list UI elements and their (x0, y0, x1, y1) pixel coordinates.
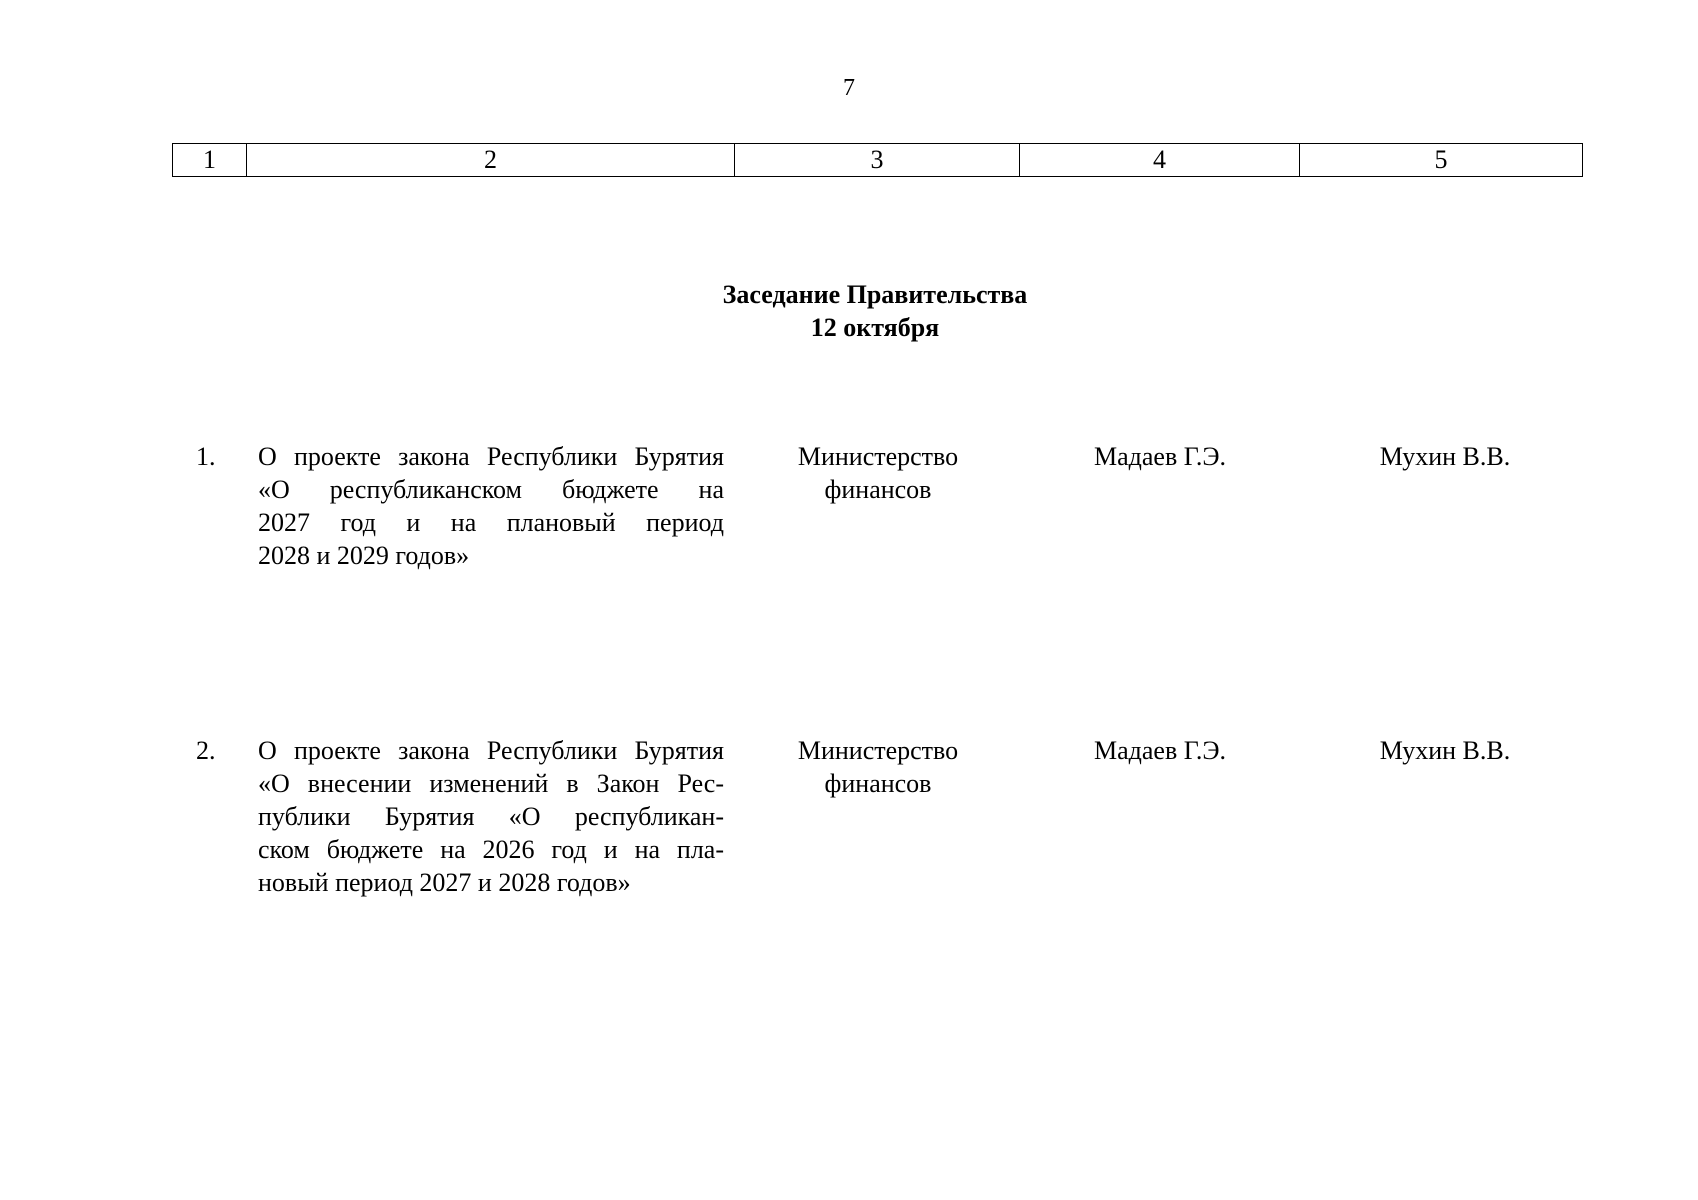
agenda-item-controller: Мухин В.В. (1379, 736, 1511, 765)
responsible-line: Министерство (797, 736, 959, 765)
agenda-item-executor: Мадаев Г.Э. (1093, 442, 1226, 471)
description-line: ском бюджете на 2026 год и на пла- (258, 835, 724, 864)
agenda-item-controller: Мухин В.В. (1379, 442, 1511, 471)
section-title-line-2: 12 октября (810, 313, 940, 342)
agenda-item-executor: Мадаев Г.Э. (1093, 736, 1226, 765)
section-title (0, 278, 1698, 344)
column-number-5: 5 (1300, 144, 1583, 177)
description-line: «О внесении изменений в Закон Рес- (258, 769, 724, 798)
description-line: О проекте закона Республики Бурятия (258, 736, 724, 765)
responsible-line: финансов (824, 769, 932, 798)
column-number-header-table (172, 143, 1583, 177)
description-line: 2027 год и на плановый период (258, 508, 724, 537)
description-line: публики Бурятия «О республикан- (258, 802, 724, 831)
column-number-row (173, 144, 1583, 177)
agenda-item-description (258, 734, 724, 899)
section-title-line-1: Заседание Правительства (722, 280, 1028, 309)
agenda-item-responsible (768, 440, 988, 506)
agenda-item-number: 1. (196, 442, 216, 471)
agenda-item-description (258, 440, 724, 572)
page-number: 7 (843, 75, 855, 101)
responsible-line: финансов (824, 475, 932, 504)
responsible-line: Министерство (797, 442, 959, 471)
column-number-1: 1 (173, 144, 247, 177)
column-number-4: 4 (1020, 144, 1300, 177)
description-line: «О республиканском бюджете на (258, 475, 724, 504)
agenda-item-responsible (768, 734, 988, 800)
agenda-item-number: 2. (196, 736, 216, 765)
description-line: новый период 2027 и 2028 годов» (258, 868, 631, 897)
description-line: О проекте закона Республики Бурятия (258, 442, 724, 471)
column-number-2: 2 (247, 144, 735, 177)
description-line: 2028 и 2029 годов» (258, 541, 470, 570)
column-number-3: 3 (735, 144, 1020, 177)
